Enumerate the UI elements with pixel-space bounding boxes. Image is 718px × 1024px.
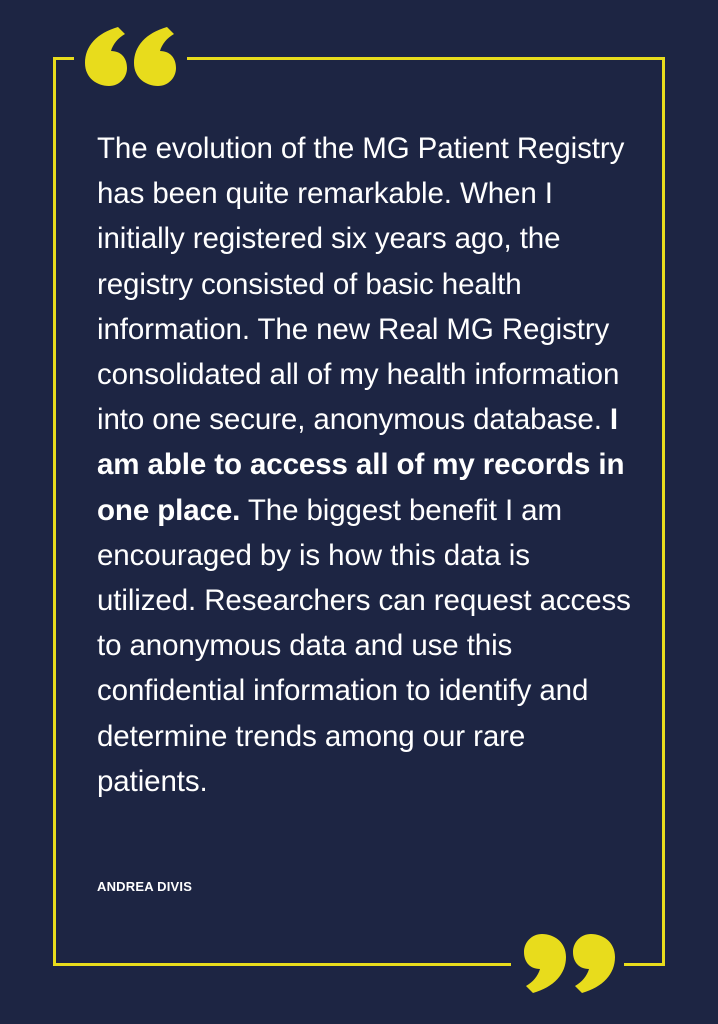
frame-top-right-line (187, 57, 665, 60)
quote-text-highlight: I am able to access all of my records in one place. (97, 403, 625, 527)
frame-top-left-line (53, 57, 74, 60)
quote-text-intro: The evolution of the MG Patient Registry has been quite remarkable. When I initially registered six years ago, the registry consisted of basic health information. The new Real MG Registry consolidated all of my health information into one secure, anonymous database. (97, 132, 625, 437)
open-quote-icon (84, 25, 176, 91)
quote-text (97, 126, 637, 804)
frame-bottom-left-line (53, 963, 511, 966)
frame-bottom-right-line (624, 963, 665, 966)
frame-right-line (662, 57, 665, 966)
quote-text-outro: The biggest benefit I am encouraged by is how this data is utilized. Researchers can request access to anonymous data and use this confidential information to identify and determine trends among our rare patients. (97, 493, 631, 798)
author-name: ANDREA DIVIS (97, 879, 193, 894)
frame-left-line (53, 57, 56, 966)
close-quote-icon (524, 929, 616, 995)
